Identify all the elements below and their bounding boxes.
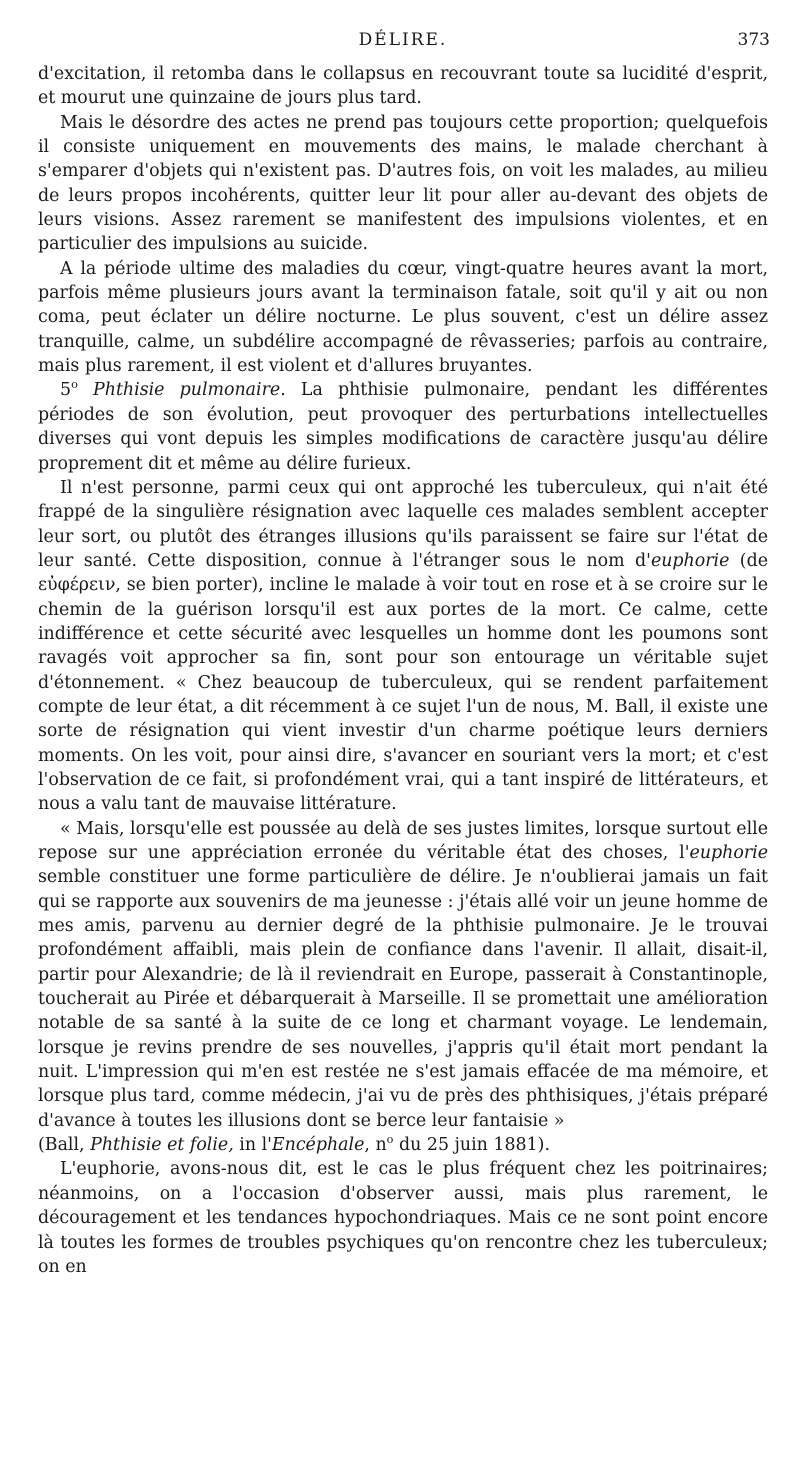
italic-text: Encéphale: [271, 1135, 365, 1156]
paragraph: [38, 476, 768, 817]
paragraph: [38, 817, 768, 1133]
superscript: o: [386, 1133, 394, 1147]
paragraph: [38, 378, 768, 475]
book-page: [38, 0, 768, 1279]
text-run: A la période ultime des maladies du cœur, vingt-quatre heures avant la mort, parfois même plusieurs jours avant la terminaison fatale, soit qu'il y ait ou non coma, peut éclater un délire nocturne. Le plus souvent, c'est un délire assez tranquille, calme, un subdélire accompagné de rêvasseries; parfois au contraire, mais plus rarement, il est violent et d'allures bruyantes.: [38, 258, 768, 377]
italic-text: Phthisie pulmonaire.: [93, 380, 286, 401]
running-title: DÉLIRE.: [358, 30, 448, 50]
text-run: , n: [364, 1135, 387, 1156]
text-run: 5: [60, 380, 72, 401]
text-run: in l': [233, 1135, 272, 1156]
text-run: d'excitation, il retomba dans le collapsus en recouvrant toute sa lucidité d'esprit, et mourut une quinzaine de jours plus tard.: [38, 64, 768, 109]
text-run: « Mais, lorsqu'elle est poussée au delà de ses justes limites, lorsque surtout elle repose sur une appréciation erronée du véritable état des choses, l': [38, 818, 768, 863]
text-run: Il n'est personne, parmi ceux qui ont approché les tuberculeux, qui n'ait été frappé de la singulière résignation avec laquelle ces malades semblent accepter leur sort, ou plutôt des étranges illusions qu'ils paraissent se faire sur l'état de leur santé. Cette disposition, connue à l'étranger sous le nom d': [38, 477, 768, 571]
italic-text: euphorie: [650, 550, 730, 571]
text-run: L'euphorie, avons-nous dit, est le cas le plus fréquent chez les poitrinaires; néanmoins, on a l'occasion d'observer aussi, mais plus rarement, le découragement et les tendances hypochondriaques. Mais ce ne sont point encore là toutes les formes de troubles psychiques qu'on rencontre chez les tuberculeux; on en: [38, 1159, 768, 1277]
text-run: La phthisie pulmonaire, pendant les différentes périodes de son évolution, peut provoquer des perturbations intellectuelles diverses qui vont depuis les simples modifications de caractère jusqu'au délire proprement dit et même au délire furieux.: [38, 380, 768, 474]
italic-text: Phthisie et folie,: [90, 1135, 234, 1156]
page-number: 373: [737, 30, 770, 50]
text-run: [78, 380, 93, 400]
text-run: du 25 juin 1881).: [393, 1135, 550, 1156]
superscript: o: [71, 378, 78, 392]
body-text: [38, 62, 768, 1279]
text-run: (Ball,: [38, 1135, 91, 1156]
text-run: (de εὐφέρειν, se bien porter), incline le malade à voir tout en rose et à se croire sur le chemin de la guérison lorsqu'il est aux portes de la mort. Ce calme, cette indifférence et cette sécurité avec lesquelles un homme dont les poumons sont ravagés voit approcher sa fin, sont pour son entourage un véritable sujet d'étonnement. « Chez beaucoup de tuberculeux, qui se rendent parfaitement compte de leur état, a dit récemment à ce sujet l'un de nous, M. Ball, il existe une sorte de résignation qui vient investir d'un charme poétique leurs derniers moments. On les voit, pour ainsi dire, s'avancer en souriant vers la mort; et c'est l'observation de ce fait, si profondément vrai, qui a tant inspiré de littérateurs, et nous a valu tant de mauvaise littérature.: [38, 550, 768, 815]
paragraph: [38, 111, 768, 257]
text-run: semble constituer une forme particulière de délire. Je n'oublierai jamais un fait qui se rapporte aux souvenirs de ma jeunesse : j'étais allé voir un jeune homme de mes amis, parvenu au dernier degré de la phthisie pulmonaire. Je le trouvai profondément affaibli, mais plein de confiance dans l'avenir. Il allait, disait-il, partir pour Alexandrie; de là il reviendrait en Europe, passerait à Constantinople, toucherait au Pirée et débarquerait à Marseille. Il se promettait une amélioration notable de sa santé à la suite de ce long et charmant voyage. Le lendemain, lorsque je revins prendre de ses nouvelles, j'appris qu'il était mort pendant la nuit. L'impression qui m'en est restée ne s'est jamais effacée de ma mémoire, et lorsque plus tard, comme médecin, j'ai vu de près des phthisiques, j'étais préparé d'avance à toutes les illusions dont se berce leur fantaisie »: [38, 867, 768, 1131]
italic-text: euphorie: [689, 843, 768, 863]
paragraph: [38, 257, 768, 379]
page-header: [38, 0, 768, 48]
text-run: Mais le désordre des actes ne prend pas toujours cette proportion; quelquefois il consiste uniquement en mouvements des mains, le malade cherchant à s'emparer d'objets qui n'existent pas. D'autres fois, on voit les malades, au milieu de leurs propos incohérents, quitter leur lit pour aller au-devant des objets de leurs visions. Assez rarement se manifestent des impulsions violentes, et en particulier des impulsions au suicide.: [38, 112, 768, 255]
paragraph: [38, 1157, 768, 1279]
paragraph: [38, 1133, 768, 1157]
paragraph: [38, 62, 768, 111]
